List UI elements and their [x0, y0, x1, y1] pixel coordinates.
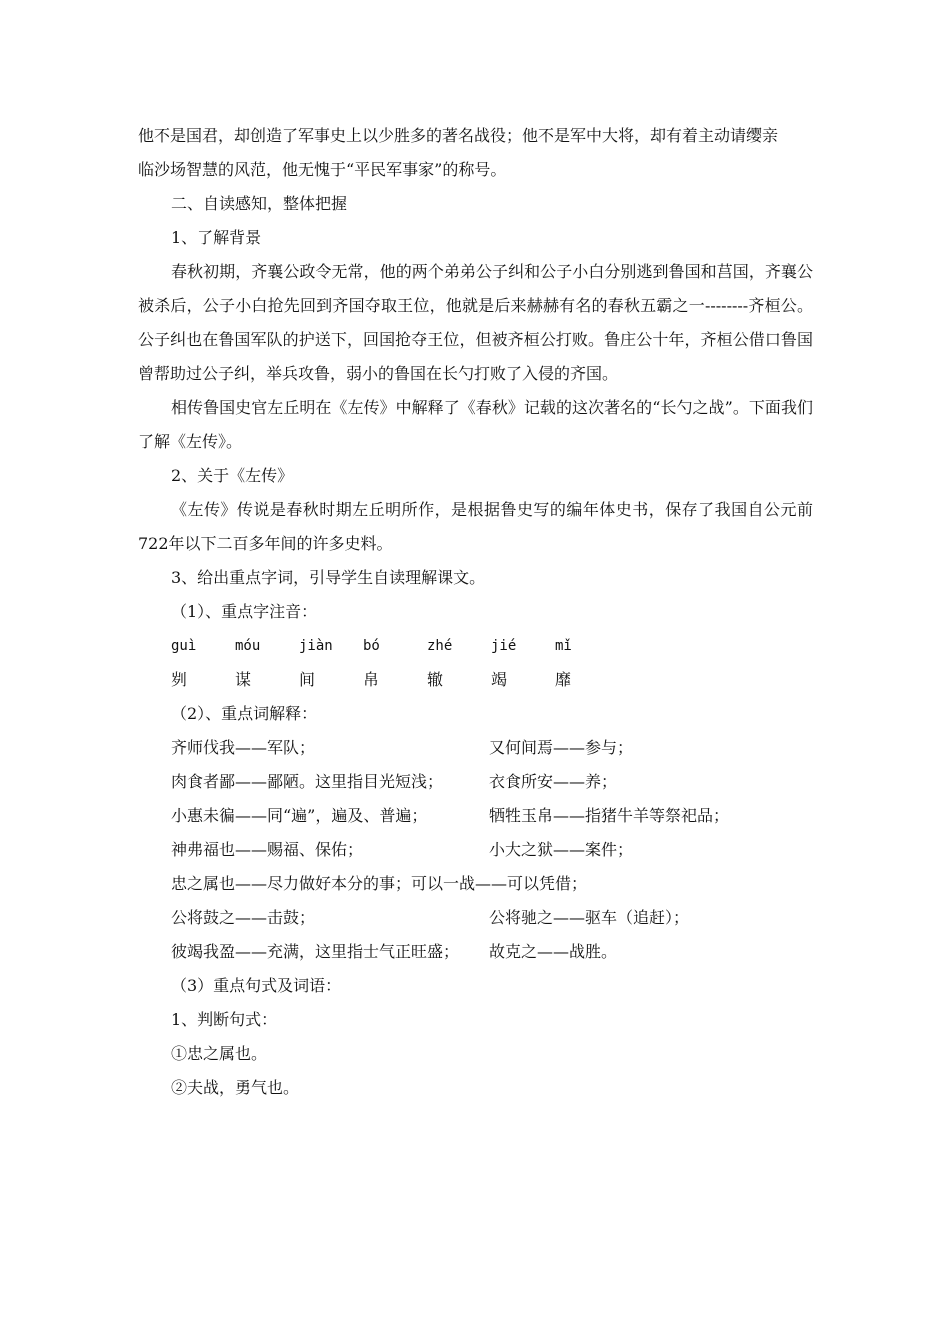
background-paragraph: 春秋初期，齐襄公政令无常，他的两个弟弟公子纠和公子小白分别逃到鲁国和莒国，齐襄公被杀后，公子小白抢先回到齐国夺取王位，他就是后来赫赫有名的春秋五霸之一--------齐桓公。公子纠也在鲁国军队的护送下，回国抢夺王位，但被齐桓公打败。鲁庄公十年，齐桓公借口鲁国曾帮助过公子纠，举兵攻鲁，弱小的鲁国在长勺打败了入侵的齐国。: [138, 262, 813, 383]
vocab-row: [138, 867, 813, 901]
pinyin: zhé: [427, 638, 453, 654]
vocab-entry: 小惠未徧——同“遍”，遍及、普遍；: [171, 806, 428, 825]
vocab-entry: 故克之——战胜。: [489, 942, 618, 961]
sentence-patterns-heading: （3）重点句式及词语：: [171, 976, 342, 995]
pinyin: mǐ: [555, 638, 572, 654]
subsection-heading-zuozhuan: 2、关于《左传》: [171, 466, 294, 485]
character: 间: [299, 670, 316, 689]
vocab-entry: 小大之狱——案件；: [489, 840, 634, 859]
vocab-entry: 齐师伐我——军队；: [171, 738, 316, 757]
judgment-example: ②夫战，勇气也。: [171, 1078, 300, 1097]
pronunciation-heading: （1）、重点字注音：: [171, 602, 318, 621]
pinyin: guì: [171, 638, 197, 654]
pinyin: jiàn: [299, 638, 333, 654]
vocab-entry: 忠之属也——尽力做好本分的事；可以一战——可以凭借；: [171, 874, 588, 893]
section-heading: 二、自读感知，整体把握: [171, 194, 348, 213]
vocab-entry: 公将驰之——驱车（追赶）；: [489, 908, 690, 927]
vocab-row: [138, 731, 813, 765]
vocab-heading: （2）、重点词解释：: [171, 704, 318, 723]
zuozhuan-paragraph: 《左传》传说是春秋时期左丘明所作，是根据鲁史写的编年体史书，保存了我国自公元前722年以下二百多年间的许多史料。: [138, 500, 813, 553]
pinyin: móu: [235, 638, 261, 654]
vocab-entry: 彼竭我盈——充满，这里指士气正旺盛；: [171, 942, 460, 961]
judgment-sentence-heading: 1、判断句式：: [171, 1010, 278, 1029]
character-row: [138, 663, 813, 697]
pinyin: jié: [491, 638, 517, 654]
vocab-entry: 衣食所安——养；: [489, 772, 618, 791]
vocab-row: [138, 765, 813, 799]
vocab-row: [138, 901, 813, 935]
zuozhuan-intro-paragraph: 相传鲁国史官左丘明在《左传》中解释了《春秋》记载的这次著名的“长勺之战”。下面我们了解《左传》。: [138, 398, 813, 451]
character: 刿: [171, 670, 188, 689]
character: 辙: [427, 670, 444, 689]
vocab-entry: 公将鼓之——击鼓；: [171, 908, 316, 927]
subsection-heading-vocab: 3、给出重点字词，引导学生自读理解课文。: [171, 568, 486, 587]
vocab-row: [138, 799, 813, 833]
character: 靡: [555, 670, 572, 689]
vocab-row: [138, 935, 813, 969]
character: 竭: [491, 670, 508, 689]
intro-line-2: 临沙场智慧的风范，他无愧于“平民军事家”的称号。: [138, 160, 507, 179]
vocab-entry: 又何间焉——参与；: [489, 738, 634, 757]
pinyin: bó: [363, 638, 380, 654]
vocab-entry: 肉食者鄙——鄙陋。这里指目光短浅；: [171, 772, 444, 791]
character: 帛: [363, 670, 380, 689]
vocab-entry: 神弗福也——赐福、保佑；: [171, 840, 364, 859]
judgment-example: ①忠之属也。: [171, 1044, 268, 1063]
vocab-entry: 牺牲玉帛——指猪牛羊等祭祀品；: [489, 806, 730, 825]
pinyin-row: [138, 629, 813, 663]
vocab-row: [138, 833, 813, 867]
subsection-heading-background: 1、了解背景: [171, 228, 262, 247]
intro-line-1: 他不是国君，却创造了军事史上以少胜多的著名战役；他不是军中大将，却有着主动请缨亲: [138, 126, 779, 145]
document-body: [138, 119, 813, 1105]
character: 谋: [235, 670, 252, 689]
